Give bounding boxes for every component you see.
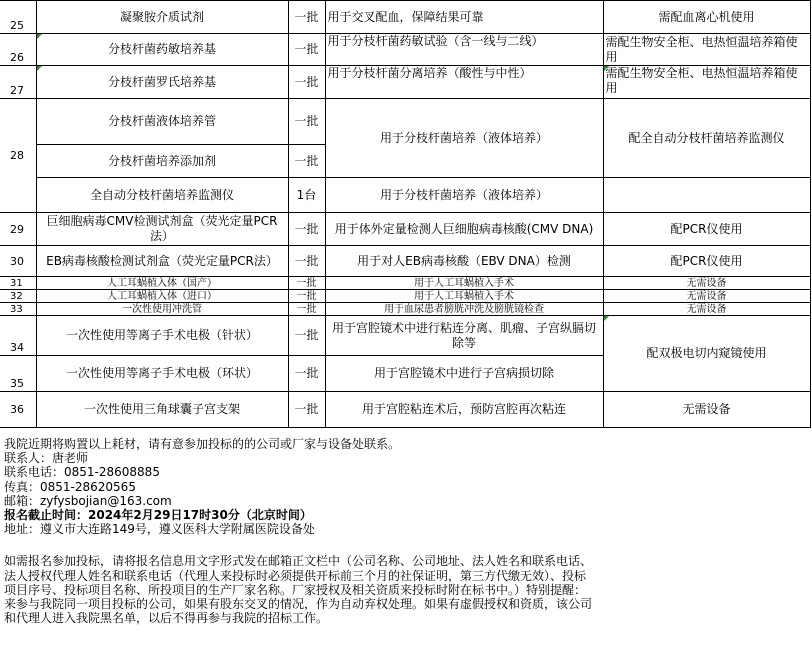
table-row: [0, 290, 810, 303]
instruction-line: 项目序号、投标项目名称、所投项目的生产厂家名称。厂家授权及相关资质来投标时附在标书中。）特别提醒：: [4, 582, 587, 597]
item-equipment-note: 配双极电切内窥镜使用: [603, 316, 810, 392]
table-row: [0, 99, 810, 145]
instruction-line: 来参与我院同一项目投标的公司，如果有股东交叉的情况，作为自动弃权处理。如果有虚假授权和资质，该公司: [4, 597, 593, 612]
row-number: 28: [0, 99, 36, 213]
table-row: [0, 277, 810, 290]
item-quantity: 一批: [288, 290, 325, 303]
row-number: 25: [0, 1, 36, 34]
item-equipment-note: 无需设备: [603, 290, 810, 303]
spacer: [4, 536, 810, 554]
item-equipment-note: 需配生物安全柜、电热恒温培养箱使用: [603, 34, 810, 66]
row-number: 26: [0, 34, 36, 66]
item-quantity: 一批: [288, 145, 325, 178]
item-quantity: 一批: [288, 303, 325, 316]
item-quantity: 一批: [288, 316, 325, 356]
item-equipment-note: 配PCR仪使用: [603, 213, 810, 246]
table-row: [0, 66, 810, 99]
table-row: [0, 246, 810, 277]
item-purpose: 用于分枝杆菌培养（液体培养）: [325, 178, 603, 213]
item-quantity: 一批: [288, 277, 325, 290]
instruction-line: 如需报名参加投标，请将报名信息用文字形式发在邮箱正文栏中（公司名称、公司地址、法人姓名和联系电话、: [4, 554, 593, 569]
item-quantity: 一批: [288, 246, 325, 277]
item-purpose: 用于分枝杆菌培养（液体培养）: [325, 99, 603, 178]
item-purpose: 用于宫腔镜术中进行子宫病损切除: [325, 356, 603, 392]
item-name: 凝聚胺介质试剂: [36, 1, 288, 34]
item-quantity: 一批: [288, 1, 325, 34]
row-number: 33: [0, 303, 36, 316]
table-row: [0, 303, 810, 316]
item-name: 巨细胞病毒CMV检测试剂盒（荧光定量PCR法）: [36, 213, 288, 246]
notice-text: [4, 437, 810, 625]
item-quantity: 一批: [288, 66, 325, 99]
row-number: 29: [0, 213, 36, 246]
item-purpose: 用于分枝杆菌药敏试验（含一线与二线）: [325, 34, 603, 66]
table-row: [0, 213, 810, 246]
item-equipment-note: 配PCR仪使用: [603, 246, 810, 277]
item-equipment-note: 需配血离心机使用: [603, 1, 810, 34]
item-name: 人工耳蜗植入体（进口）: [36, 290, 288, 303]
item-equipment-note: 无需设备: [603, 303, 810, 316]
item-purpose: 用于交叉配血，保障结果可靠: [325, 1, 603, 34]
item-name: 一次性使用冲洗管: [36, 303, 288, 316]
item-quantity: 1台: [288, 178, 325, 213]
item-purpose: 用于血尿患者膀胱冲洗及膀胱镜检查: [325, 303, 603, 316]
row-number: 27: [0, 66, 36, 99]
item-equipment-note: 需配生物安全柜、电热恒温培养箱使用: [603, 66, 810, 99]
item-name: 一次性使用等离子手术电极（针状）: [36, 316, 288, 356]
row-number: 31: [0, 277, 36, 290]
item-purpose: 用于人工耳蜗植入手术: [325, 277, 603, 290]
item-purpose: 用于对人EB病毒核酸（EBV DNA）检测: [325, 246, 603, 277]
row-number: 35: [0, 356, 36, 392]
row-number: 34: [0, 316, 36, 356]
row-number: 32: [0, 290, 36, 303]
table-row: [0, 178, 810, 213]
table-row: [0, 392, 810, 428]
contact-person: 联系人：唐老师: [4, 451, 89, 466]
item-name: 一次性使用三角球囊子宫支架: [36, 392, 288, 428]
item-purpose: 用于宫腔粘连术后，预防宫腔再次粘连: [325, 392, 603, 428]
intro-line: 我院近期将购置以上耗材，请有意参加投标的的公司或厂家与设备处联系。: [4, 437, 401, 451]
item-name: 全自动分枝杆菌培养监测仪: [36, 178, 288, 213]
item-quantity: 一批: [288, 392, 325, 428]
item-purpose: 用于人工耳蜗植入手术: [325, 290, 603, 303]
table-row: [0, 1, 810, 34]
item-purpose: 用于分枝杆菌分离培养（酸性与中性）: [325, 66, 603, 99]
item-quantity: 一批: [288, 99, 325, 145]
contact-email: 邮箱：zyfysbojian@163.com: [4, 493, 172, 508]
item-name: 分枝杆菌药敏培养基: [36, 34, 288, 66]
item-equipment-note: 无需设备: [603, 392, 810, 428]
contact-phone: 联系电话：0851-28608885: [4, 465, 160, 480]
item-equipment-note: [603, 178, 810, 213]
item-quantity: 一批: [288, 213, 325, 246]
row-number: 30: [0, 246, 36, 277]
address: 地址：遵义市大连路149号，遵义医科大学附属医院设备处: [4, 522, 315, 537]
item-equipment-note: 配全自动分枝杆菌培养监测仪: [603, 99, 810, 178]
contact-fax: 传真：0851-28620565: [4, 479, 136, 494]
item-quantity: 一批: [288, 356, 325, 392]
instruction-line: 和代理人进入我院黑名单，以后不得再参与我院的招标工作。: [4, 611, 329, 626]
instruction-line: 法人授权代理人姓名和联系电话（代理人来投标时必须提供开标前三个月的社保证明，第三方代缴无效）、投标: [4, 568, 587, 583]
item-name: 分枝杆菌液体培养管: [36, 99, 288, 145]
row-number: 36: [0, 392, 36, 428]
table-row: [0, 316, 810, 356]
item-name: 分枝杆菌培养添加剂: [36, 145, 288, 178]
item-purpose: 用于体外定量检测人巨细胞病毒核酸(CMV DNA): [325, 213, 603, 246]
item-name: 一次性使用等离子手术电极（环状）: [36, 356, 288, 392]
table-row: [0, 34, 810, 66]
item-quantity: 一批: [288, 34, 325, 66]
item-purpose: 用于宫腔镜术中进行粘连分离、肌瘤、子宫纵膈切除等: [325, 316, 603, 356]
item-name: 人工耳蜗植入体（国产）: [36, 277, 288, 290]
registration-deadline: 报名截止时间：2024年2月29日17时30分（北京时间）: [4, 508, 312, 523]
item-name: EB病毒核酸检测试剂盒（荧光定量PCR法）: [36, 246, 288, 277]
item-name: 分枝杆菌罗氏培养基: [36, 66, 288, 99]
item-equipment-note: 无需设备: [603, 277, 810, 290]
